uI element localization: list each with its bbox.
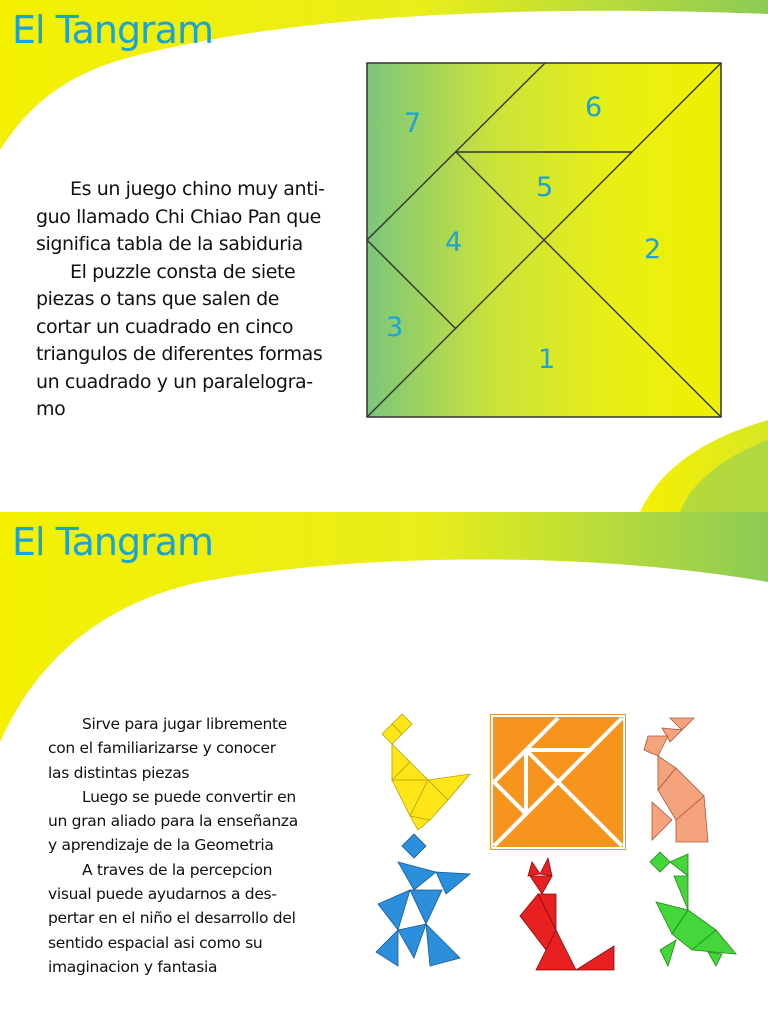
text-line: El puzzle consta de siete — [70, 260, 296, 283]
paragraph — [36, 259, 356, 424]
text-line: A traves de la percepcion — [82, 860, 273, 879]
text-line: un cuadrado y un paralelogra- — [36, 370, 313, 393]
text-line: triangulos de diferentes formas — [36, 343, 323, 365]
piece-label-4: 4 — [445, 227, 463, 258]
piece-label-2: 2 — [644, 234, 662, 265]
bird-figure — [646, 850, 738, 968]
text-line: y aprendizaje de la Geometria — [48, 836, 274, 855]
slide-2 — [0, 512, 768, 1024]
piece-label-3: 3 — [386, 312, 404, 343]
text-line: guo llamado Chi Chiao Pan que — [36, 205, 321, 228]
text-line: sentido espacial asi como su — [48, 933, 263, 952]
piece-label-1: 1 — [538, 344, 556, 375]
text-line: pertar en el niño el desarrollo del — [48, 909, 296, 928]
text-line: Luego se puede convertir en — [82, 787, 296, 806]
swan-figure — [378, 712, 472, 832]
text-line: las distintas piezas — [48, 763, 190, 782]
text-line: imaginacion y fantasia — [48, 957, 218, 976]
paragraph — [48, 712, 348, 785]
paragraph — [36, 176, 356, 259]
paragraph — [48, 858, 348, 979]
text-line: mo — [36, 398, 66, 420]
text-line: piezas o tans que salen de — [36, 288, 280, 310]
tangram-diagram — [366, 62, 722, 420]
text-line: cortar un cuadrado en cinco — [36, 315, 294, 338]
text-line: con el familiarizarse y conocer — [48, 739, 276, 758]
rabbit-figure — [642, 716, 714, 846]
paragraph — [48, 785, 348, 858]
piece-label-5: 5 — [536, 172, 554, 203]
text-line: significa tabla de la sabiduria — [36, 233, 303, 255]
piece-label-7: 7 — [404, 108, 422, 139]
tangram-square-figure — [490, 714, 626, 850]
piece-label-6: 6 — [585, 92, 603, 123]
text-line: Sirve para jugar libremente — [82, 715, 288, 733]
text-line: un gran aliado para la enseñanza — [48, 812, 298, 831]
slide-title: El Tangram — [12, 520, 213, 564]
text-line: visual puede ayudarnos a des- — [48, 885, 277, 904]
description-text — [36, 176, 356, 424]
slide-title: El Tangram — [12, 8, 213, 52]
runner-figure — [374, 832, 474, 972]
cat-figure — [516, 854, 616, 974]
text-line: Es un juego chino muy anti- — [70, 178, 325, 200]
description-text — [48, 712, 348, 979]
